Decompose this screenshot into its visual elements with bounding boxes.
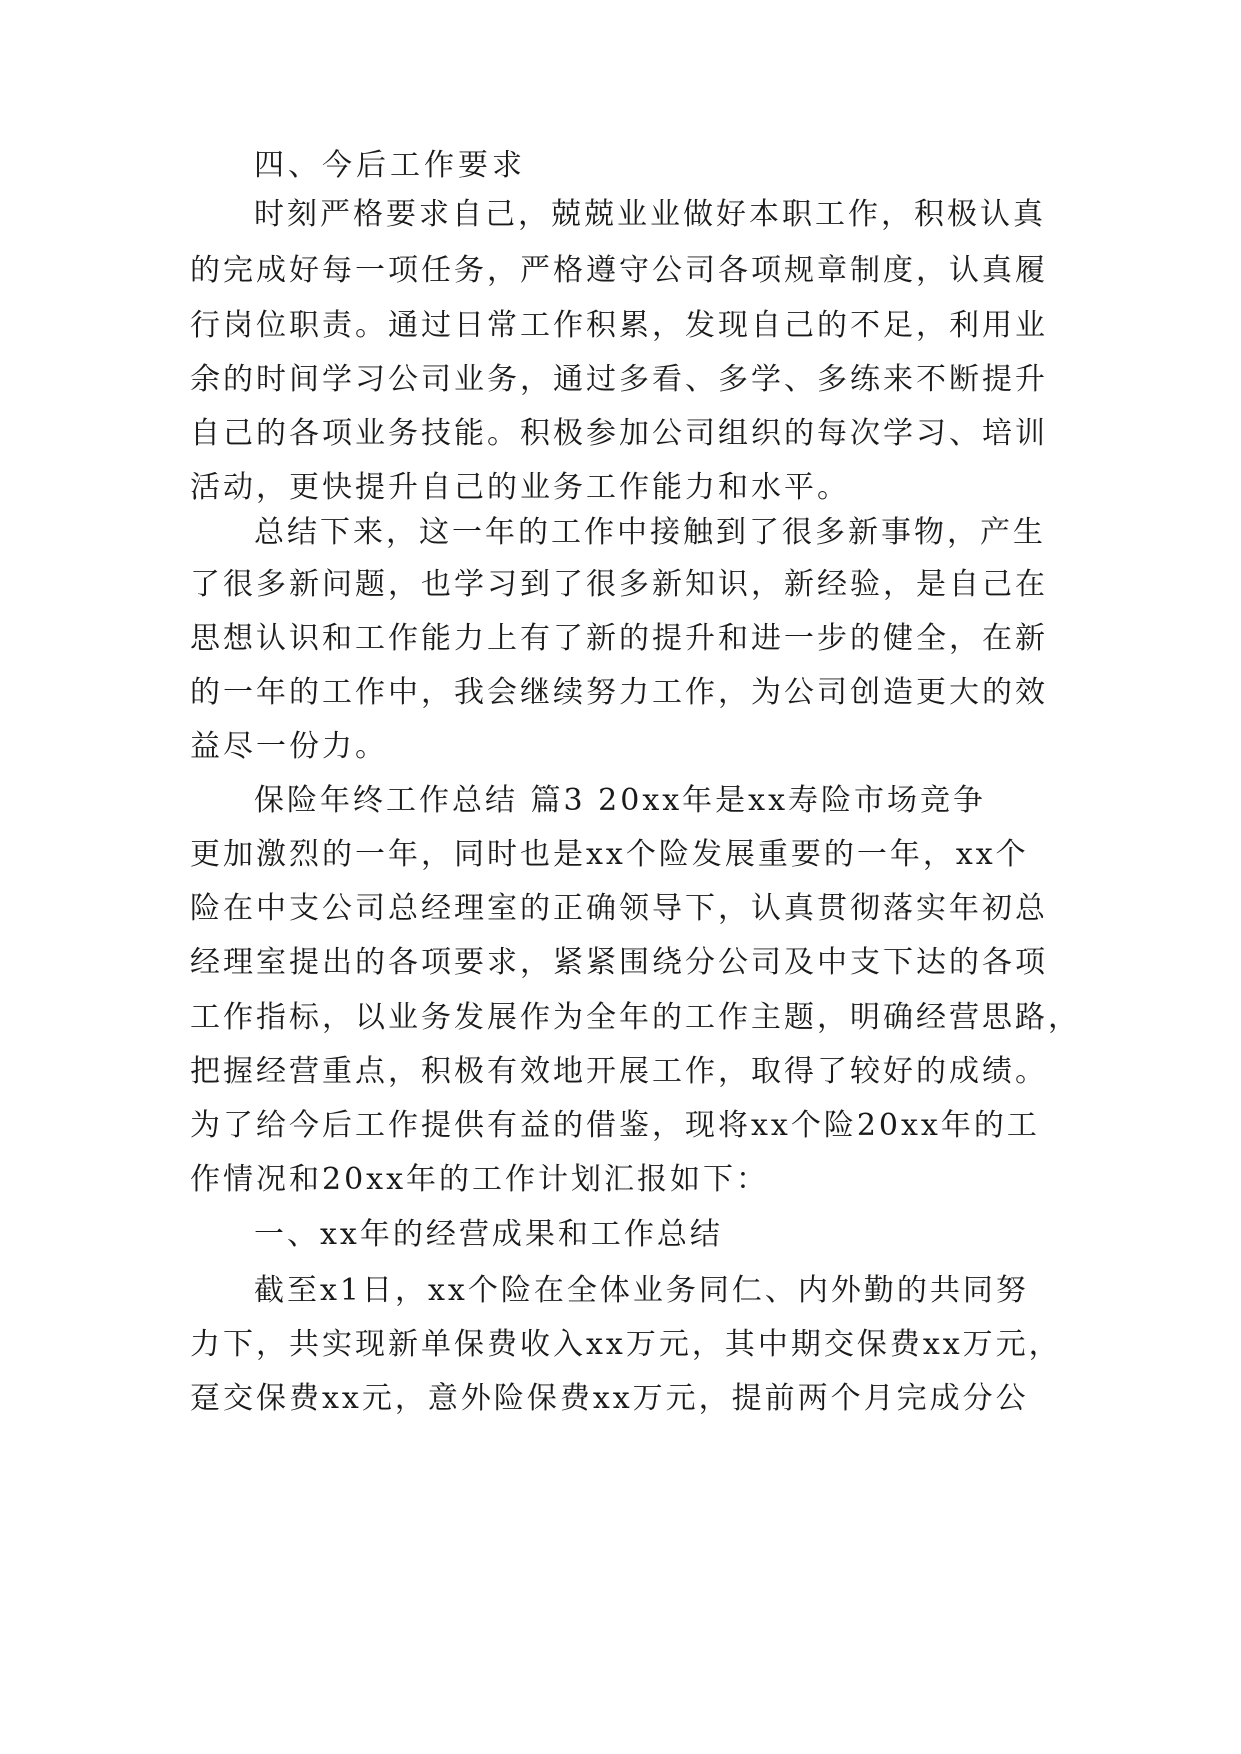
paragraph-line: 思想认识和工作能力上有了新的提升和进一步的健全，在新 xyxy=(190,621,1048,656)
paragraph-line: 工作指标，以业务发展作为全年的工作主题，明确经营思路， xyxy=(190,1000,1081,1035)
section-heading-line: 保险年终工作总结 篇3 20xx年是xx寿险市场竞争 xyxy=(254,783,987,818)
paragraph-line: 益尽一份力。 xyxy=(190,729,388,764)
paragraph-line: 为了给今后工作提供有益的借鉴，现将xx个险20xx年的工 xyxy=(190,1108,1040,1143)
section-heading: 一、xx年的经营成果和工作总结 xyxy=(254,1217,723,1252)
paragraph-line: 活动，更快提升自己的业务工作能力和水平。 xyxy=(190,470,850,505)
paragraph-line: 趸交保费xx元，意外险保费xx万元，提前两个月完成分公 xyxy=(190,1381,1029,1416)
paragraph-line: 自己的各项业务技能。积极参加公司组织的每次学习、培训 xyxy=(190,416,1048,451)
paragraph-line: 的一年的工作中，我会继续努力工作，为公司创造更大的效 xyxy=(190,675,1048,710)
paragraph-line: 行岗位职责。通过日常工作积累，发现自己的不足，利用业 xyxy=(190,308,1048,343)
paragraph-line: 作情况和20xx年的工作计划汇报如下： xyxy=(190,1162,770,1197)
paragraph-line: 总结下来，这一年的工作中接触到了很多新事物，产生 xyxy=(254,515,1046,550)
paragraph-line: 险在中支公司总经理室的正确领导下，认真贯彻落实年初总 xyxy=(190,891,1048,926)
paragraph-line: 了很多新问题，也学习到了很多新知识，新经验，是自己在 xyxy=(190,567,1048,602)
paragraph-line: 截至x1日，xx个险在全体业务同仁、内外勤的共同努 xyxy=(254,1273,1029,1308)
paragraph-line: 余的时间学习公司业务，通过多看、多学、多练来不断提升 xyxy=(190,362,1048,397)
paragraph-line: 的完成好每一项任务，严格遵守公司各项规章制度，认真履 xyxy=(190,253,1048,288)
paragraph-line: 力下，共实现新单保费收入xx万元，其中期交保费xx万元， xyxy=(190,1327,1062,1362)
paragraph-line: 经理室提出的各项要求，紧紧围绕分公司及中支下达的各项 xyxy=(190,945,1048,980)
paragraph-line: 把握经营重点，积极有效地开展工作，取得了较好的成绩。 xyxy=(190,1054,1048,1089)
paragraph-line: 时刻严格要求自己，兢兢业业做好本职工作，积极认真 xyxy=(254,197,1046,232)
section-heading: 四、今后工作要求 xyxy=(254,148,526,183)
paragraph-line: 更加激烈的一年，同时也是xx个险发展重要的一年，xx个 xyxy=(190,837,1029,872)
